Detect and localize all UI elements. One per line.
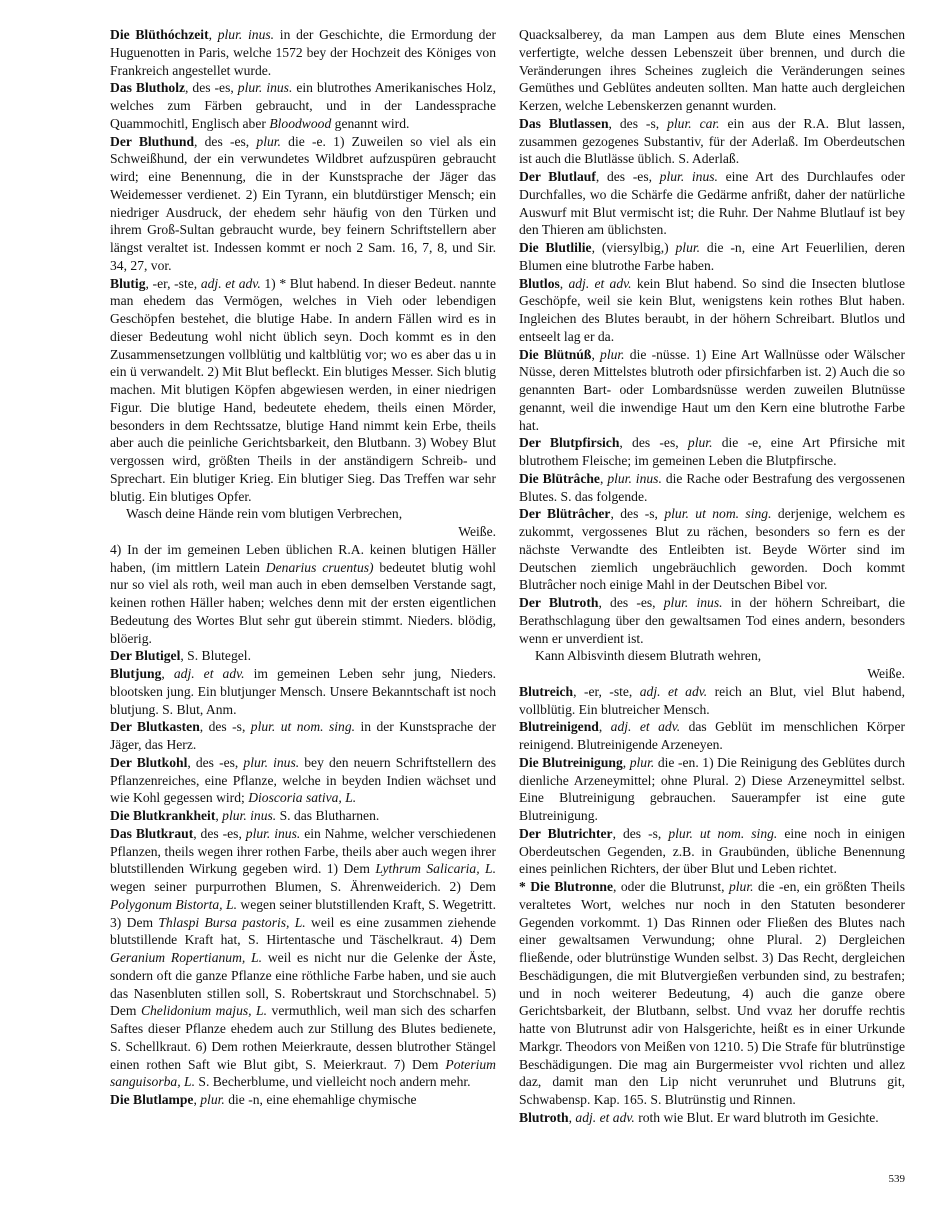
- latin-term: Dioscoria sativa, L.: [248, 790, 357, 806]
- grammar-note: plur.: [600, 346, 625, 362]
- entry-bluthund: [110, 133, 496, 275]
- grammar-note: plur. inus.: [222, 808, 277, 823]
- entry-blutig: [110, 275, 496, 506]
- entry-text: die -nüsse. 1) Eine Art Wallnüsse oder Wälscher Nüsse, deren Mittelstes blutroth oder pfirsichfarben ist. 2) Auch die so genannten Bart- oder Lombardsnüsse werden zuweilen Blutnüsse genannt, weil die inwendige Haut um den Kern eine blutrothe Farbe hat.: [519, 346, 905, 433]
- grammar-note: adj. et adv.: [200, 275, 261, 291]
- entry-text: , des -es,: [185, 80, 238, 96]
- attribution: Weiße.: [867, 666, 905, 681]
- page-number: 539: [888, 1173, 905, 1185]
- entry-blutracher: [519, 505, 905, 594]
- entry-blutig-cont: [110, 541, 496, 648]
- headword: Der Bluthund: [110, 133, 195, 149]
- entry-text: , des -s,: [610, 506, 665, 522]
- headword: Blutig: [110, 275, 146, 291]
- grammar-note: plur.: [728, 879, 754, 894]
- headword: Der Blütrâcher: [519, 506, 611, 522]
- entry-text: , (viersylbig,): [591, 240, 676, 255]
- entry-blutreinigung: [519, 754, 905, 825]
- entry-text: bey den neuern Schriftstellern des Pflanzenreiches, eine Pflanze, welche in beyden Indien wächset und wie Kohl gegessen wird;: [110, 754, 496, 806]
- entry-text: , des -es,: [187, 754, 244, 770]
- entry-text: , des -es,: [598, 595, 664, 610]
- latin-term: Denarius cruentus): [265, 559, 374, 575]
- headword: Der Blutkasten: [110, 719, 200, 735]
- grammar-note: adj. et adv.: [173, 666, 245, 681]
- entry-text: die -e, eine Art Pfirsiche mit blutrothem Fleische; im gemeinen Leben die Blutpfirsche.: [519, 435, 906, 468]
- entry-text: ,: [622, 754, 630, 770]
- entry-blutlos: [519, 275, 905, 346]
- entry-text: weil es eine zusammen ziehende blutstillende Kraft hat, S. Hirtentasche und Täschelkraut. 4) Dem: [110, 914, 497, 948]
- headword: Die Blutlilie: [519, 240, 592, 255]
- entry-blutlampe-cont: [519, 26, 905, 115]
- entry-blutlilie: [519, 239, 905, 275]
- latin-term: Chelidonium majus, L.: [140, 1003, 268, 1019]
- latin-term: Bloodwood: [269, 115, 332, 131]
- entry-text: in der Geschichte, die Ermordung der Huguenotten in Paris, welche 1572 bey der Hochzeit des Königes von Frankreich angestellet wurde.: [110, 27, 497, 78]
- latin-term: Geranium Ropertianum, L.: [110, 950, 263, 965]
- entry-text: ,: [568, 1109, 576, 1125]
- grammar-note: plur. ut nom. sing.: [250, 719, 356, 735]
- headword: Die Blütrâche: [519, 470, 600, 486]
- grammar-note: plur.: [687, 435, 713, 451]
- grammar-note: plur. inus.: [607, 470, 662, 486]
- entry-blutkasten: [110, 718, 496, 754]
- entry-text: ,: [193, 1092, 201, 1107]
- latin-term: Poterium sanguisorba, L.: [110, 1056, 496, 1090]
- headword: * Die Blutronne: [519, 879, 613, 894]
- entry-text: ,: [591, 346, 601, 362]
- entry-text: Quacksalberey, da man Lampen aus dem Blute eines Menschen verfertigte, welche dessen Lebenszeit über brennen, und durch die Veränderungen ihres Scheines zugleich die Veränderungen seines Gemüthes und Geblütes andeuten sollten. Man hatte auch dergleichen Kerzen, welche Lebenskerzen genannt wurden.: [519, 27, 905, 113]
- entry-blutkrankheit: [110, 807, 496, 825]
- entry-text: , oder die Blutrunst,: [613, 879, 729, 894]
- grammar-note: plur. inus.: [243, 754, 300, 770]
- headword: Der Blutrichter: [519, 825, 613, 841]
- headword: Blutroth: [519, 1109, 569, 1125]
- headword: Blutlos: [519, 275, 560, 291]
- entry-text: weil es nicht nur die Gelenke der Äste, sondern oft die ganze Pflanze eine röthliche Farbe haben, und sie auch das Nasenbluten stillen soll, S. Robertskraut und Storchschnabel. 5) Dem: [110, 950, 496, 1019]
- entry-text: wegen seiner blutstillenden Kraft, S. Wegetritt. 3) Dem: [110, 896, 496, 930]
- headword: Die Blutreinigung: [519, 754, 623, 770]
- entry-blutpfirsich: [519, 434, 905, 470]
- headword: Die Blutlampe: [110, 1092, 194, 1107]
- entry-blutrath: [519, 594, 905, 647]
- entry-blutkohl: [110, 754, 496, 807]
- entry-text: ,: [161, 666, 174, 681]
- headword: Die Blütnúß: [519, 346, 592, 362]
- grammar-note: plur.: [256, 133, 281, 149]
- entry-text: ein aus der R.A. Blut lassen, zusammen gezogenes Substantiv, für der Aderlaß. Im Oberdeutschen ist auch die Blutlässe üblich. S. Aderlaß.: [519, 115, 905, 167]
- entry-text: , des -es,: [619, 435, 688, 451]
- entry-blutjung: [110, 665, 496, 718]
- entry-blutreinigend: [519, 718, 905, 754]
- grammar-note: plur.: [629, 754, 655, 770]
- entry-text: , -er, -ste,: [573, 683, 640, 699]
- entry-blutrache: [519, 470, 905, 506]
- entry-blutlampe: [110, 1091, 496, 1109]
- entry-text: eine Art des Durchlaufes oder Durchfalles, wo die Schärfe die Gedärme anfrißt, daher der natürliche Auswurf mit Blut vermischt ist; die Ruhr. Der Nahme Blutlauf ist bey den Thieren am üblichsten.: [519, 169, 905, 238]
- headword: Die Blutkrankheit: [110, 808, 216, 823]
- entry-text: ein Nahme, welcher verschiedenen Pflanzen, theils wegen ihrer rothen Farbe, theils aber auch wegen ihrer blutstillenden Wirkung gegeben wird. 1) Dem: [110, 825, 496, 877]
- grammar-note: plur. ut nom. sing.: [664, 506, 772, 522]
- entry-blutlauf: [519, 168, 905, 239]
- headword: Das Blutholz: [110, 80, 185, 96]
- headword: Blutjung: [110, 666, 162, 681]
- entry-text: die Rache oder Bestrafung des vergossenen Blutes. S. das folgende.: [519, 470, 905, 504]
- entry-text: kein Blut habend. So sind die Insecten blutlose Geschöpfe, weil sie kein Blut, wenigstens kein rothes Blut haben. Ingleichen des Blutes beraubt, in der höhern Schreibart. Blutlos und entseelt lag er da.: [519, 275, 906, 344]
- grammar-note: adj. et adv.: [568, 275, 632, 291]
- entry-text: ,: [559, 275, 569, 291]
- entry-text: im gemeinen Leben sehr jung, Nieders. blootsken jung. Ein blutjunger Mensch. Unsere Bekanntschaft ist noch blutjung. S. Blut, Anm.: [110, 666, 497, 717]
- entry-text: , des -es,: [193, 825, 246, 841]
- entry-text: ,: [215, 808, 223, 823]
- entry-text: S. das Blutharnen.: [276, 808, 380, 823]
- headword: Der Blutkohl: [110, 754, 188, 770]
- entry-text: , des -s,: [199, 719, 251, 735]
- grammar-note: plur. inus.: [245, 825, 301, 841]
- entry-text: in der Kunstsprache der Jäger, das Herz.: [110, 719, 496, 752]
- entry-text: roth wie Blut. Er ward blutroth im Gesichte.: [634, 1109, 879, 1125]
- headword: Blutreinigend: [519, 719, 599, 735]
- grammar-note: plur. inus.: [663, 595, 723, 610]
- entry-blutrichter: [519, 825, 905, 878]
- entry-text: die -en, ein größten Theils veraltetes Wort, welches nur noch in den Statuten besonderer Gegenden vorkommt. 1) Das Rinnen oder Fließen des Blutes nach einer gewaltsamen Verwundung; ohne Plural. 2) Dergleichen fließende, oder blutrünstige Wunden selbst. 3) Das Recht, dergleichen Beschädigungen, die mit Blutvergießen verbunden sind, zu bestrafen; und in noch weiterer Bedeutung, 4) auch die ganze obere Gerichtsbarkeit, der Blutbann, selbst. Und vvaz her doruffe rechtis hatte von Blutrunst adir von Halsgerichte, heißt es in einer Urkunde Markgr. Theodors von Meißen von 1210. 5) Die Strafe für blutrünstige Beschädigungen. Die mag ain Burgermeister vvol richten und allez daz, damit man den Lip nicht verunruhet und Blutruns git, Schwabensp. Kap. 165. S. Blutrünstig und Rinnen.: [519, 879, 905, 1107]
- quotation: Wasch deine Hände rein vom blutigen Verbrechen,: [126, 506, 403, 522]
- entry-text: , -er, -ste,: [145, 275, 201, 291]
- quotation: Kann Albisvinth diesem Blutrath wehren,: [535, 648, 762, 664]
- entry-text: in der höhern Schreibart, die Berathschlagung über den gewaltsamen Tod eines andern, besonders wenn er unverdient ist.: [519, 595, 905, 646]
- headword: Der Blutlauf: [519, 169, 596, 184]
- grammar-note: plur.: [200, 1092, 225, 1107]
- entry-text: bedeutet blutig wohl nur so viel als roth, weil man auch in eben demselben Verstande sagt, keinen rothen Häller haben; welches denn mit der ersten eigentlichen Bedeutung des Wortes Blut sehr gut überein stimmt. Nieders. blödig, blöerig.: [110, 559, 496, 646]
- entry-blutkraut: [110, 825, 496, 1091]
- grammar-note: adj. et adv.: [575, 1109, 635, 1125]
- entry-text: die -en. 1) Die Reinigung des Geblütes durch dienliche Arzeneymittel; ohne Plural. 2) Diese Arzeneymittel selbst. Eine Blutreinigung gebrauchen. Sauerampfer ist eine gute Blutreinigung.: [519, 754, 906, 823]
- entry-text: , des -s,: [608, 115, 668, 131]
- latin-term: Polygonum Bistorta, L.: [110, 896, 237, 912]
- entry-text: reich an Blut, viel Blut habend, vollblütig. Ein blutreicher Mensch.: [519, 683, 905, 717]
- headword: Der Blutroth: [519, 595, 599, 610]
- grammar-note: plur. ut nom. sing.: [668, 825, 778, 841]
- entry-text: , des -es,: [595, 169, 660, 184]
- headword: Das Blutlassen: [519, 115, 609, 131]
- right-column: [519, 26, 905, 1127]
- headword: Das Blutkraut: [110, 825, 194, 841]
- entry-text: 4) In der im gemeinen Leben üblichen R.A. keinen blutigen Häller haben, (im mittlern Latein: [110, 541, 496, 575]
- entry-text: genannt wird.: [331, 115, 410, 131]
- grammar-note: adj. et adv.: [610, 719, 681, 735]
- entry-text: , des -s,: [612, 825, 669, 841]
- entry-text: , des -es,: [194, 133, 257, 149]
- left-column: [110, 26, 496, 1109]
- attribution: Weiße.: [458, 524, 496, 539]
- entry-text: 1) * Blut habend. In dieser Bedeut. nannte man ehedem das Vermögen, welches in Vieh oder lebendigen Geschöpfen bestehet, die blutige Habe. In andern Fällen wird es in dieser Bedeutung wohl nicht üblich seyn. Doch kommt es in den Zusammensetzungen vollblütig und kaltblütig vor; wo es aber das u in ein ü verwandelt. 2) Mit Blut befleckt. Ein blutiges Messer. Sich blutig machen. Mit blutigen Köpfen abgewiesen werden, in einer niedrigen Figur. Die blutige Hand, bedeutete ehedem, theils einen Mörder, besonders in dem Rechtssatze, blutige Hand nimmt kein Erbe, theils aber auch die peinliche Gerichtsbarkeit, den Blutbann. 3) Wobey Blut vergossen wird, größten Theils in der anständigern Schreib- und Sprechart. Ein blutiger Krieg. Ein blutiger Sieg. Das Treffen war sehr blutig. Ein blutiges Opfer.: [110, 275, 496, 504]
- latin-term: Thlaspi Bursa pastoris, L.: [158, 914, 306, 930]
- entry-blutholz: [110, 79, 496, 132]
- entry-text: wegen seiner purpurrothen Blumen, S. Ährenweiderich. 2) Dem: [110, 879, 496, 894]
- entry-blutlassen: [519, 115, 905, 168]
- headword: Der Blutigel: [110, 648, 181, 664]
- headword: Blutreich: [519, 683, 574, 699]
- entry-blutreich: [519, 683, 905, 719]
- entry-text: vermuthlich, weil man sich des scharfen Saftes dieser Pflanze ehedem auch zur Stillung des Blutes bedienete, S. Schellkraut. 6) Dem rothen Meierkraute, dessen blutrother Stängel einen rothen Saft wie Blut gibt, S. Meierkraut. 7) Dem: [110, 1003, 496, 1072]
- entry-blutnuss: [519, 346, 905, 435]
- entry-text: ,: [599, 470, 608, 486]
- grammar-note: plur. inus.: [237, 80, 293, 96]
- headword: Die Blüthóchzeit: [110, 27, 209, 42]
- entry-bluthochzeit: Die Blüthóchzeit, plur. inus. in der Geschichte, die Ermordung der Huguenotten in Paris, welche 1572 bey der Hochzeit des Königes von Frankreich angestellet wurde.: [110, 27, 497, 78]
- grammar-note: plur.: [675, 240, 701, 255]
- entry-blutigel: [110, 647, 496, 665]
- entry-text: , S. Blutegel.: [180, 648, 251, 664]
- entry-text: ,: [598, 719, 611, 735]
- grammar-note: adj. et adv.: [639, 683, 708, 699]
- entry-text: die -e. 1) Zuweilen so viel als ein Schweißhund, der ein verwundetes Wildbret aufzuspüren gebraucht wird; eine Benennung, die in der Kunstsprache der Jäger das Weidemesser verdienet. 2) Ein Tyrann, ein blutdürstiger Mensch; ein niedriger Ausdruck, der ehedem sehr häufig von den Türken und ihrem Groß-Sultan gebraucht wurde, bey feinern Schriftstellern aber längst veraltet ist. Indessen kommt er noch 2 Sam. 16, 7, 8, und Sir. 34, 27, vor.: [110, 133, 496, 273]
- entry-text: eine noch in einigen Oberdeutschen Gegenden, z.B. in Graubünden, übliche Benennung eines peinlichen Richters, der über Blut und Leben richtet.: [519, 825, 905, 877]
- latin-term: Lythrum Salicaria, L.: [375, 861, 496, 877]
- entry-text: ein blutrothes Amerikanisches Holz, welches zum Färben gebraucht, und in der Landessprache Quammochitl, Englisch aber: [110, 80, 496, 131]
- entry-text: die -n, eine ehemahlige chymische: [224, 1092, 417, 1107]
- entry-blutroth-adj: [519, 1109, 905, 1127]
- grammar-note: plur. inus.: [217, 27, 275, 42]
- grammar-note: plur. inus.: [659, 169, 718, 184]
- entry-text: das Geblüt im menschlichen Körper reinigend. Blutreinigende Arzeneyen.: [519, 719, 906, 752]
- grammar-note: plur. car.: [667, 115, 720, 131]
- entry-text: derjenige, welchem es zukommt, vergossenes Blut zu rächen, besonders so fern es der nächste Verwandte des Entleibten ist. Beyde Wörter sind im Deutschen ziemlich ungebräuchlich geworden. Doch kommt Blutrâcher noch einige Mahl in der Deutschen Bibel vor.: [519, 506, 905, 593]
- entry-text: S. Becherblume, und vielleicht noch andern mehr.: [194, 1074, 471, 1090]
- entry-text: die -n, eine Art Feuerlilien, deren Blumen eine blutrothe Farbe haben.: [519, 240, 905, 273]
- headword: Der Blutpfirsich: [519, 435, 620, 451]
- entry-blutronne: [519, 878, 905, 1109]
